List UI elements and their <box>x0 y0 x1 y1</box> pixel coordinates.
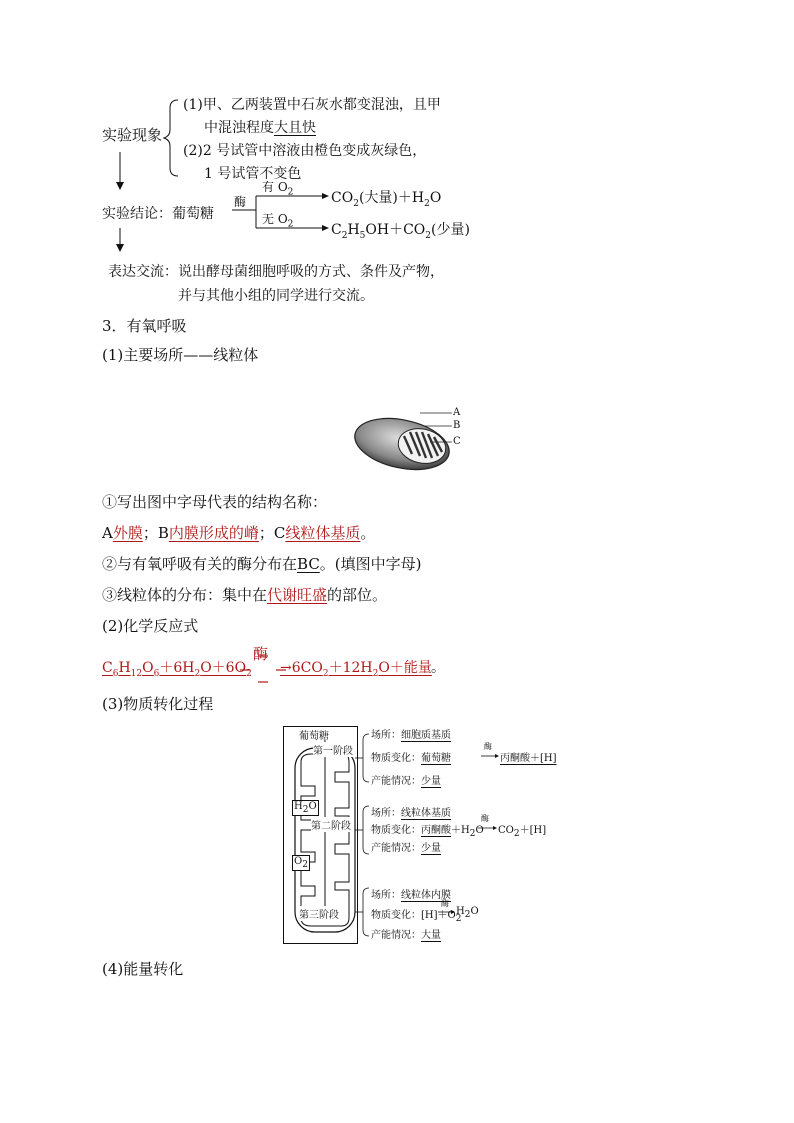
subsection-3-title: (3)物质转化过程 <box>102 695 214 713</box>
diagram-glucose: 葡萄糖 <box>299 731 329 742</box>
equation-products: $\to 6CO_2+12H_2O+$能量 <box>280 660 432 679</box>
section-heading: 3．有氧呼吸 <box>102 317 187 335</box>
fig-label-c: C <box>453 436 461 447</box>
s2-place: 场所：线粒体基质 <box>371 808 451 819</box>
s1-product: 丙酮酸＋[H] <box>500 753 557 764</box>
without-o2-label: 无 $O_2$ <box>262 212 294 230</box>
s2-product: $CO_2+[H]$ <box>498 825 547 839</box>
diagram-stage-1: 第一阶段 <box>313 742 353 757</box>
equation-enzyme: 酶 <box>253 645 269 663</box>
s3-place: 场所：线粒体内膜 <box>371 890 451 901</box>
diagram-o2: $O_2$ <box>294 856 308 870</box>
equation-end: 。 <box>431 660 445 676</box>
question-1: ①写出图中字母代表的结构名称： <box>102 493 328 511</box>
phenomenon-label: 实验现象 <box>102 126 163 144</box>
s1-energy: 产能情况：少量 <box>371 776 441 787</box>
mitochondrion-figure <box>350 404 470 480</box>
subsection-4-title: (4)能量转化 <box>102 960 184 978</box>
answer-b: 内膜形成的嵴 <box>168 524 259 542</box>
s3-product: $H_2O$ <box>456 906 479 920</box>
answer-enzymes: BC <box>297 555 320 573</box>
s1-place: 场所：细胞质基质 <box>371 730 451 741</box>
fig-label-a: A <box>453 407 461 418</box>
phenomenon-2a: (2)2 号试管中溶液由橙色变成灰绿色， <box>183 143 427 159</box>
phenomenon-1a: (1)甲、乙两装置中石灰水都变混浊，且甲 <box>183 97 441 113</box>
with-o2-label: 有 $O_2$ <box>262 180 294 198</box>
answer-a: 外膜 <box>112 524 143 542</box>
diagram-h2o: $H_2O$ <box>294 801 317 815</box>
s3-energy: 产能情况：大量 <box>371 930 441 941</box>
diagram-stage-3: 第三阶段 <box>299 906 339 921</box>
phenomenon-1b-answer: 大且快 <box>274 120 316 136</box>
phenomenon-brace <box>162 98 182 178</box>
diagram-stage-2: 第二阶段 <box>311 817 351 832</box>
s1-enzyme: 酶 <box>484 742 492 751</box>
answer-1: A外膜；B内膜形成的嵴；C线粒体基质。 <box>102 524 376 542</box>
fig-label-b: B <box>453 420 461 431</box>
s3-enzyme: 酶 <box>441 899 449 908</box>
phenomenon-2b: 1 号试管不变色 <box>204 166 302 182</box>
equation-reactants: $C_6H_{12}O_6+6H_2O+6O_2$ <box>102 660 252 679</box>
s2-enzyme: 酶 <box>481 814 489 823</box>
exchange-line-2: 并与其他小组的同学进行交流。 <box>178 288 374 304</box>
subsection-1-title: (1)主要场所——线粒体 <box>102 346 259 364</box>
s2-energy: 产能情况：少量 <box>371 843 441 854</box>
anaerobic-products: $C_2H_5OH+CO_2$(少量) <box>331 222 470 241</box>
conclusion-label: 实验结论：葡萄糖 <box>102 206 214 222</box>
subsection-2-title: (2)化学反应式 <box>102 617 199 635</box>
phenomenon-1b-text: 中混浊程度 <box>204 120 274 136</box>
question-2: ②与有氧呼吸有关的酶分布在BC。(填图中字母) <box>102 555 422 573</box>
question-3: ③线粒体的分布：集中在代谢旺盛的部位。 <box>102 586 388 604</box>
phenomenon-1b <box>204 117 316 137</box>
exchange-line-1: 表达交流：说出酵母菌细胞呼吸的方式、条件及产物， <box>108 264 444 280</box>
enzyme-label: 酶 <box>234 195 247 209</box>
s3-change: 物质变化：$[H]+O_2$ <box>371 910 462 924</box>
aerobic-products: $CO_2$(大量)$+H_2O$ <box>331 190 442 209</box>
answer-c: 线粒体基质 <box>285 524 361 542</box>
answer-distribution: 代谢旺盛 <box>267 586 328 604</box>
s2-change: 物质变化：丙酮酸$+H_2O$ <box>371 825 484 839</box>
s1-change: 物质变化：葡萄糖 <box>371 753 451 764</box>
